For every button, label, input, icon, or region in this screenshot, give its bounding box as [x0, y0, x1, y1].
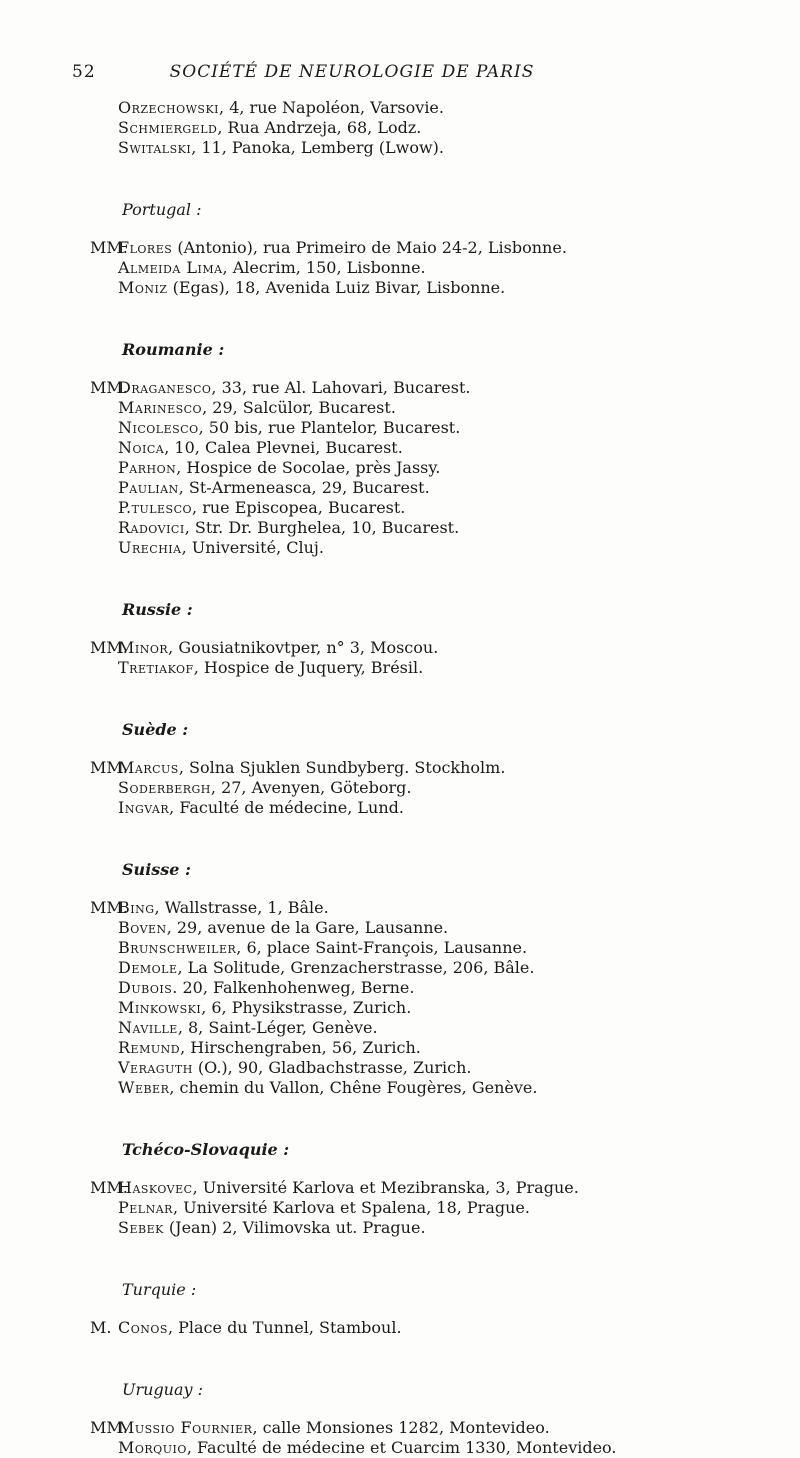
member-text [118, 938, 527, 958]
country-heading: Russie : [122, 600, 193, 619]
member-text [118, 518, 459, 538]
member-name: Boven [118, 918, 167, 937]
member-name: Mussio Fournier [118, 1418, 253, 1437]
member-entry [0, 758, 800, 778]
honorific-prefix: MM. [90, 238, 128, 257]
honorific-prefix: MM. [90, 1418, 128, 1437]
country-section [0, 1098, 800, 1238]
member-name: Parhon [118, 458, 177, 477]
member-address: , 4, rue Napoléon, Varsovie. [219, 98, 444, 117]
member-text [118, 1218, 426, 1238]
member-name: Switalski [118, 138, 192, 157]
member-address: , Rua Andrzeja, 68, Lodz. [217, 118, 422, 137]
member-name: Conos [118, 1318, 168, 1337]
honorific-prefix: MM. [90, 1178, 128, 1197]
member-name: Naville [118, 1018, 178, 1037]
member-text [118, 1438, 617, 1458]
member-name: Sebek [118, 1218, 164, 1237]
member-entry [0, 538, 800, 558]
country-section [0, 1338, 800, 1458]
member-entry [0, 1418, 800, 1438]
country-section [0, 818, 800, 1098]
member-entry [0, 258, 800, 278]
member-entry [0, 1438, 800, 1458]
running-head: SOCIÉTÉ DE NEUROLOGIE DE PARIS [169, 62, 535, 82]
member-text [118, 418, 460, 438]
member-name: Paulian [118, 478, 179, 497]
member-address: , 33, rue Al. Lahovari, Bucarest. [211, 378, 471, 397]
honorific-prefix: MM. [90, 758, 128, 777]
member-text [118, 998, 411, 1018]
member-entry [0, 1078, 800, 1098]
member-text [118, 378, 471, 398]
member-entry [0, 1178, 800, 1198]
member-entry [0, 1018, 800, 1038]
country-heading: Suède : [122, 720, 189, 739]
member-address: , 6, place Saint-François, Lausanne. [236, 938, 528, 957]
member-name: Haskovec [118, 1178, 193, 1197]
member-name: Nicolesco [118, 418, 199, 437]
member-name: Draganesco [118, 378, 212, 397]
member-address: , 8, Saint-Léger, Genève. [177, 1018, 378, 1037]
member-entry [0, 958, 800, 978]
member-text [118, 138, 444, 158]
member-address: , Université Karlova et Mezibranska, 3, Prague. [192, 1178, 579, 1197]
member-address: , Alecrim, 150, Lisbonne. [222, 258, 426, 277]
member-text [118, 438, 403, 458]
member-text [118, 918, 448, 938]
member-address: , Hospice de Juquery, Brésil. [193, 658, 424, 677]
member-entry [0, 638, 800, 658]
country-heading: Tchéco-Slovaquie : [122, 1140, 290, 1159]
member-name: Remund [118, 1038, 181, 1057]
member-text [118, 1418, 550, 1438]
member-name: Minor [118, 638, 169, 657]
member-name: Veraguth [118, 1058, 193, 1077]
member-entry [0, 978, 800, 998]
member-name: Flores [118, 238, 173, 257]
member-address: , 50 bis, rue Plantelor, Bucarest. [198, 418, 461, 437]
member-name: Pelnar [118, 1198, 173, 1217]
member-address: , Hirschengraben, 56, Zurich. [180, 1038, 421, 1057]
member-name: Dubois [118, 978, 173, 997]
page-header [72, 62, 632, 86]
member-text [118, 1198, 530, 1218]
member-entry [0, 418, 800, 438]
member-address: , chemin du Vallon, Chêne Fougères, Genève. [169, 1078, 538, 1097]
member-text [118, 458, 440, 478]
member-text [118, 238, 567, 258]
member-address: (Antonio), rua Primeiro de Maio 24-2, Lisbonne. [172, 238, 567, 257]
member-text [118, 1038, 421, 1058]
member-address: , Université, Cluj. [181, 538, 324, 557]
member-address: , Solna Sjuklen Sundbyberg. Stockholm. [178, 758, 506, 777]
member-address: , calle Monsiones 1282, Montevideo. [252, 1418, 550, 1437]
country-heading: Suisse : [122, 860, 191, 879]
member-entry [0, 1058, 800, 1078]
member-address: , La Solitude, Grenzacherstrasse, 206, Bâle. [177, 958, 535, 977]
member-address: , Hospice de Socolae, près Jassy. [176, 458, 441, 477]
member-name: Orzechowski [118, 98, 220, 117]
member-text [118, 1058, 472, 1078]
member-entry [0, 378, 800, 398]
member-name: Brunschweiler [118, 938, 237, 957]
member-address: , 29, Salcülor, Bucarest. [202, 398, 396, 417]
member-text [118, 658, 423, 678]
member-entry [0, 1198, 800, 1218]
country-section [0, 678, 800, 818]
member-name: Urechia [118, 538, 182, 557]
member-name: Radovici [118, 518, 185, 537]
member-text [118, 778, 411, 798]
member-entry [0, 498, 800, 518]
member-text [118, 538, 324, 558]
member-name: Marcus [118, 758, 179, 777]
member-entry [0, 1038, 800, 1058]
member-address: , Faculté de médecine et Cuarcim 1330, Montevideo. [186, 1438, 617, 1457]
member-text [118, 258, 426, 278]
member-list [0, 98, 800, 1458]
member-entry [0, 778, 800, 798]
country-section [0, 558, 800, 678]
country-section [0, 298, 800, 558]
member-text [118, 638, 438, 658]
member-name: Moniz [118, 278, 168, 297]
member-address: , Gousiatnikovtper, n° 3, Moscou. [168, 638, 439, 657]
member-text [118, 1318, 402, 1338]
member-entry [0, 898, 800, 918]
member-name: Soderbergh [118, 778, 211, 797]
member-text [118, 278, 505, 298]
member-entry [0, 798, 800, 818]
honorific-prefix: MM. [90, 898, 128, 917]
member-entry [0, 1318, 800, 1338]
member-address: , Wallstrasse, 1, Bâle. [154, 898, 329, 917]
member-address: (O.), 90, Gladbachstrasse, Zurich. [192, 1058, 472, 1077]
member-name: Almeida Lima [118, 258, 223, 277]
country-sections [0, 158, 800, 1458]
member-name: P.tulesco [118, 498, 193, 517]
member-text [118, 898, 329, 918]
member-entry [0, 938, 800, 958]
member-name: Bing [118, 898, 155, 917]
member-address: (Egas), 18, Avenida Luiz Bivar, Lisbonne. [167, 278, 506, 297]
country-heading: Uruguay : [122, 1380, 204, 1399]
member-text [118, 1178, 579, 1198]
honorific-prefix: M. [90, 1318, 112, 1337]
member-text [118, 958, 534, 978]
member-address: , Str. Dr. Burghelea, 10, Bucarest. [184, 518, 460, 537]
country-heading: Portugal : [122, 200, 202, 219]
member-address: , 29, avenue de la Gare, Lausanne. [166, 918, 449, 937]
member-text [118, 98, 444, 118]
member-name: Weber [118, 1078, 170, 1097]
honorific-prefix: MM. [90, 378, 128, 397]
honorific-prefix: MM. [90, 638, 128, 657]
member-text [118, 978, 414, 998]
member-name: Schmiergeld [118, 118, 218, 137]
member-entry [0, 998, 800, 1018]
member-address: , Faculté de médecine, Lund. [169, 798, 404, 817]
member-entry [0, 118, 800, 138]
member-name: Noica [118, 438, 165, 457]
member-entry [0, 658, 800, 678]
member-address: , 10, Calea Plevnei, Bucarest. [164, 438, 403, 457]
member-address: , 11, Panoka, Lemberg (Lwow). [191, 138, 445, 157]
member-text [118, 1018, 378, 1038]
member-name: Ingvar [118, 798, 170, 817]
member-text [118, 398, 396, 418]
member-address: , Place du Tunnel, Stamboul. [167, 1318, 402, 1337]
member-text [118, 758, 505, 778]
member-text [118, 498, 405, 518]
member-name: Demole [118, 958, 178, 977]
member-name: Marinesco [118, 398, 203, 417]
member-name: Minkowski [118, 998, 202, 1017]
member-entry [0, 138, 800, 158]
member-entry [0, 98, 800, 118]
member-address: , St-Armeneasca, 29, Bucarest. [178, 478, 430, 497]
lead-entries [0, 98, 800, 158]
country-section [0, 1238, 800, 1338]
country-section [0, 158, 800, 298]
member-address: , Université Karlova et Spalena, 18, Prague. [172, 1198, 530, 1217]
member-address: , 27, Avenyen, Göteborg. [210, 778, 412, 797]
member-entry [0, 1218, 800, 1238]
country-heading: Roumanie : [122, 340, 225, 359]
member-address: . 20, Falkenhohenweg, Berne. [172, 978, 415, 997]
member-name: Tretiakof [118, 658, 194, 677]
member-text [118, 798, 404, 818]
member-entry [0, 238, 800, 258]
member-entry [0, 918, 800, 938]
member-entry [0, 478, 800, 498]
member-address: (Jean) 2, Vilimovska ut. Prague. [163, 1218, 426, 1237]
page-number: 52 [72, 62, 96, 82]
member-entry [0, 518, 800, 538]
member-entry [0, 438, 800, 458]
member-entry [0, 398, 800, 418]
member-entry [0, 278, 800, 298]
member-address: , 6, Physikstrasse, Zurich. [201, 998, 412, 1017]
country-heading: Turquie : [122, 1280, 197, 1299]
member-entry [0, 458, 800, 478]
member-text [118, 478, 430, 498]
member-name: Morquio [118, 1438, 187, 1457]
member-text [118, 118, 421, 138]
member-text [118, 1078, 537, 1098]
member-address: , rue Episcopea, Bucarest. [192, 498, 406, 517]
